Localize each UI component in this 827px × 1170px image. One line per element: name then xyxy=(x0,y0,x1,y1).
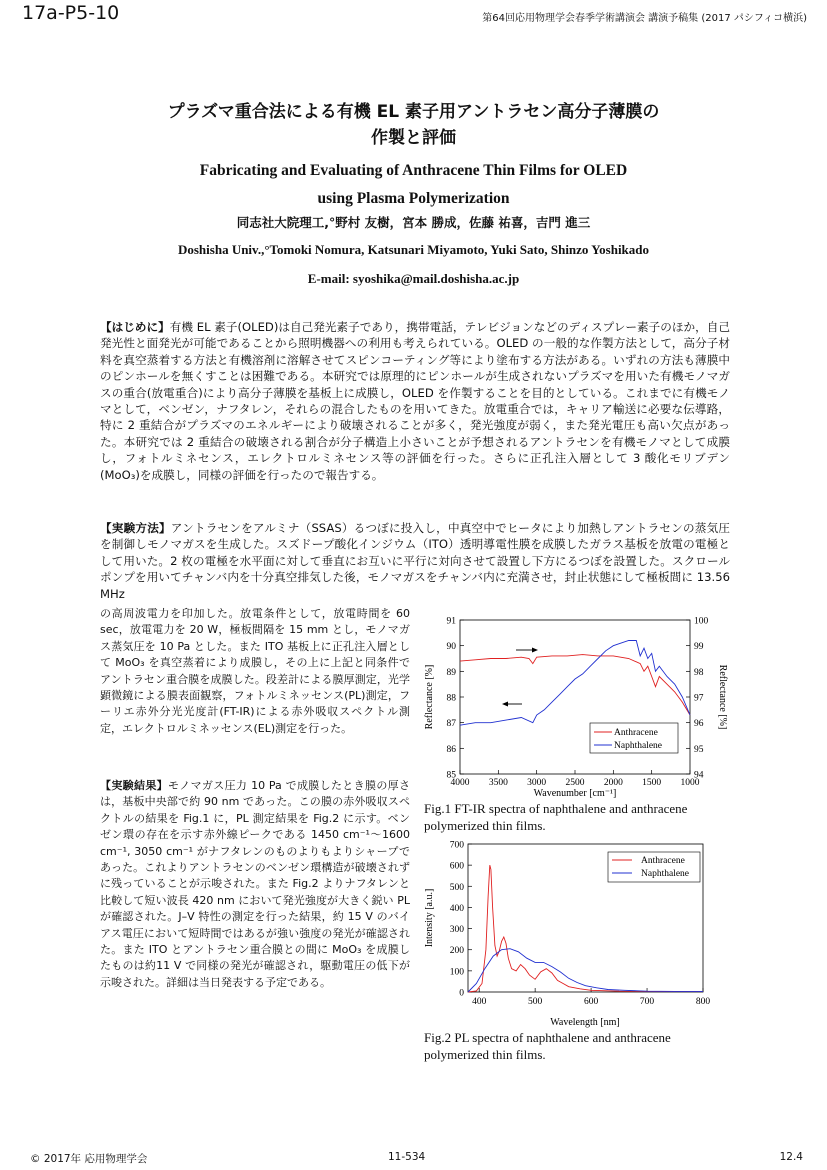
fig1-legend xyxy=(590,723,678,753)
fig1-xlabel: Wavenumber [cm⁻¹] xyxy=(533,788,617,799)
intro-heading: 【はじめに】 xyxy=(100,320,170,334)
fig2-ytick-label: 400 xyxy=(449,903,464,914)
fig1-y2tick-label: 99 xyxy=(694,642,704,653)
fig1-legend-anthracene: Anthracene xyxy=(614,728,658,738)
fig1-xtick-label: 1000 xyxy=(680,778,700,788)
fig1-legend-naphthalene: Naphthalene xyxy=(614,741,663,751)
fig2-xtick-label: 500 xyxy=(528,997,543,1007)
method-heading: 【実験方法】 xyxy=(100,521,171,535)
fig1-series-anthracene xyxy=(460,655,690,715)
fig2-ytick-label: 700 xyxy=(449,840,464,851)
method-paragraph xyxy=(100,520,730,602)
authors-japanese: 同志社大院理工,°野村 友樹，宮本 勝成，佐藤 祐喜，吉門 進三 xyxy=(236,215,591,230)
fig1-xtick-label: 4000 xyxy=(450,778,470,788)
title-english xyxy=(0,157,827,213)
contact-email: E-mail: syoshika@mail.doshisha.ac.jp xyxy=(307,271,520,286)
fig2-ylabel: Intensity [a.u.] xyxy=(424,888,435,948)
fig1-ytick-label: 87 xyxy=(446,719,456,730)
fig2-xtick-label: 400 xyxy=(472,997,487,1007)
fig2-ytick-label: 300 xyxy=(449,925,464,936)
fig1-ytick-label: 91 xyxy=(446,616,456,627)
title-jp-line1: プラズマ重合法による有機 EL 素子用アントラセン高分子薄膜の xyxy=(167,102,660,122)
fig2-ytick-label: 200 xyxy=(449,946,464,957)
fig1-y2tick-label: 94 xyxy=(694,770,704,781)
authors-english: Doshisha Univ.,°Tomoki Nomura, Katsunari Miyamoto, Yuki Sato, Shinzo Yoshikado xyxy=(177,242,650,257)
fig2-ytick-label: 100 xyxy=(449,967,464,978)
fig2-series-naphthalene xyxy=(468,949,703,992)
fig1-ftir-chart xyxy=(418,608,730,800)
fig2-xtick-label: 700 xyxy=(639,997,655,1007)
fig2-series-anthracene xyxy=(468,865,703,992)
fig1-arrow-left xyxy=(502,702,522,707)
fig1-ytick-label: 86 xyxy=(446,744,456,755)
fig1-y2tick-label: 100 xyxy=(694,616,709,627)
method-text-full: アントラセンをアルミナ（SSAS）るつぼに投入し，中真空中でヒータにより加熱しアントラセンの蒸気圧を制御しモノマガスを生成した。スズドープ酸化インジウム（ITO）透明導電性膜を成膜したガラス基板を放電の電極として用いた。2 枚の電極を水平面に対して垂直にお互いに平行に対向させて設置し下方にるつぼを設置した。スクロールポンプを用いてチャンバ内を十分真空排気した後，モノマガスをチャンバ内に充満させ，封止状態にして極板間に 13.56 MHz xyxy=(100,521,730,601)
fig2-legend-anthracene: Anthracene xyxy=(641,856,685,866)
fig1-ylabel: Reflectance [%] xyxy=(424,664,435,730)
title-en-line1: Fabricating and Evaluating of Anthracene Thin Films for OLED xyxy=(199,162,628,179)
fig1-y2tick-label: 96 xyxy=(694,719,704,730)
conference-name: 第64回応用物理学会春季学術講演会 講演予稿集 (2017 パシフィコ横浜) xyxy=(482,13,807,24)
fig1-series-naphthalene xyxy=(460,641,690,726)
fig1-xtick-label: 1500 xyxy=(642,778,662,788)
fig2-xlabel: Wavelength [nm] xyxy=(550,1017,620,1028)
footer-section-number: 12.4 xyxy=(779,1151,803,1163)
fig1-y2label: Reflectance [%] xyxy=(717,664,728,730)
fig2-legend-naphthalene: Naphthalene xyxy=(641,869,690,879)
results-text: モノマガス圧力 10 Pa で成膜したとき膜の厚さは，基板中央部で約 90 nm であった。この膜の赤外吸収スペクトルの結果を Fig.1 に，PL 測定結果を Fig.2 に示す。ベンゼン環の存在を示す赤外線ピークである 1450 cm⁻¹～1600 cm⁻¹, 3050 cm⁻¹ がナフタレンのものよりもよりシャープであった。これよりアントラセンのベンゼン環構造が破壊されずに残っていることが示唆された。また Fig.2 よりナフタレンと比較して短い波長 420 nm において発光強度が大きく鋭い PL が確認された。J–V 特性の測定を行った結果，約 15 V のバイアス電圧において短時間ではあるが強い強度の発光が確認された。また ITO とアントラセン重合膜との間に MoO₃ を成膜したものは約11 V で同様の発光が確認され，駆動電圧の低下が示唆された。詳細は当日発表する予定である。 xyxy=(100,779,410,989)
fig1-ytick-label: 89 xyxy=(446,667,456,678)
results-heading: 【実験結果】 xyxy=(100,779,169,792)
intro-text: 有機 EL 素子(OLED)は自己発光素子であり，携帯電話，テレビジョンなどのディスプレー素子のほか，自己発光性と面発光が可能であることから照明機器への利用も考えられている。OLED の一般的な作製方法として，高分子材料を真空蒸着する方法と有機溶剤に溶解させてスピンコーティング等により塗布する方法がある。いずれの方法も薄膜中のピンホールを無くすことは困難である。本研究では原理的にピンホールが生成されないプラズマを用いた有機モノマガスの重合(放電重合)により高分子薄膜を基板上に成膜し，OLED を作製することを目的としている。これまでに有機モノマとして，ベンゼン，ナフタレン，それらの混合したものを用いてきた。放電重合では，キャリア輸送に必要な伝導路，特に 2 重結合がプラズマのエネルギーにより破壊されることが多く，発光強度が弱く，また発光電圧も高い欠点があった。本研究では 2 重結合の破壊される割合が分子構造上小さいことが予想されるアントラセンを有機モノマとして成膜し，フォトルミネセンス，エレクトロルミネセンス等の評価を行った。さらに正孔注入層として 3 酸化モリブデン(MoO₃)を成膜し，同様の評価を行ったので報告する。 xyxy=(100,320,730,482)
method-paragraph-continued: の高周波電力を印加した。放電条件として，放電時間を 60 sec，放電電力を 20 W，極板間隔を 15 mm とし，モノマガス蒸気圧を 10 Pa とした。また ITO 基板上に正孔注入層として MoO₃ を真空蒸着により成膜し，その上に上記と同条件でアントラセン重合膜を成膜した。段差計による膜厚測定，光学顕微鏡による膜表面観察，フォトルミネッセンス(PL)測定，フーリエ赤外分光光度計(FT-IR)による赤外吸収スペクトル測定，エレクトロルミネッセンス(EL)測定を行った。 xyxy=(100,607,410,735)
session-id: 17a-P5-10 xyxy=(22,2,120,24)
fig1-xtick-label: 3000 xyxy=(527,778,547,788)
intro-paragraph xyxy=(100,319,730,483)
fig1-ytick-label: 90 xyxy=(446,642,456,653)
title-jp-line2: 作製と評価 xyxy=(371,128,456,148)
footer-page-number: 11-534 xyxy=(388,1151,426,1163)
title-en-line2: using Plasma Polymerization xyxy=(317,190,510,207)
footer-copyright: © 2017年 応用物理学会 xyxy=(30,1153,148,1165)
fig2-xtick-label: 800 xyxy=(695,997,711,1007)
fig2-ytick-label: 0 xyxy=(459,988,464,999)
fig1-ytick-label: 85 xyxy=(446,770,456,781)
fig2-ytick-label: 600 xyxy=(449,861,464,872)
fig1-y2tick-label: 97 xyxy=(694,693,704,704)
fig2-xtick-label: 600 xyxy=(583,997,599,1007)
fig2-caption: Fig.2 PL spectra of naphthalene and anthracene polymerized thin films. xyxy=(424,1030,671,1062)
results-paragraph xyxy=(100,778,410,991)
fig1-xtick-label: 3500 xyxy=(488,778,508,788)
fig1-arrow-right xyxy=(516,648,538,653)
fig2-pl-chart xyxy=(418,838,730,1028)
fig1-y2tick-label: 98 xyxy=(694,667,704,678)
fig2-legend xyxy=(608,852,700,882)
fig1-y2tick-label: 95 xyxy=(694,744,704,755)
fig1-xtick-label: 2000 xyxy=(603,778,623,788)
fig2-ytick-label: 500 xyxy=(449,882,464,893)
fig1-ytick-label: 88 xyxy=(446,693,456,704)
title-japanese xyxy=(0,99,827,151)
fig1-xtick-label: 2500 xyxy=(565,778,585,788)
fig1-caption: Fig.1 FT-IR spectra of naphthalene and anthracene polymerized thin films. xyxy=(424,801,688,833)
